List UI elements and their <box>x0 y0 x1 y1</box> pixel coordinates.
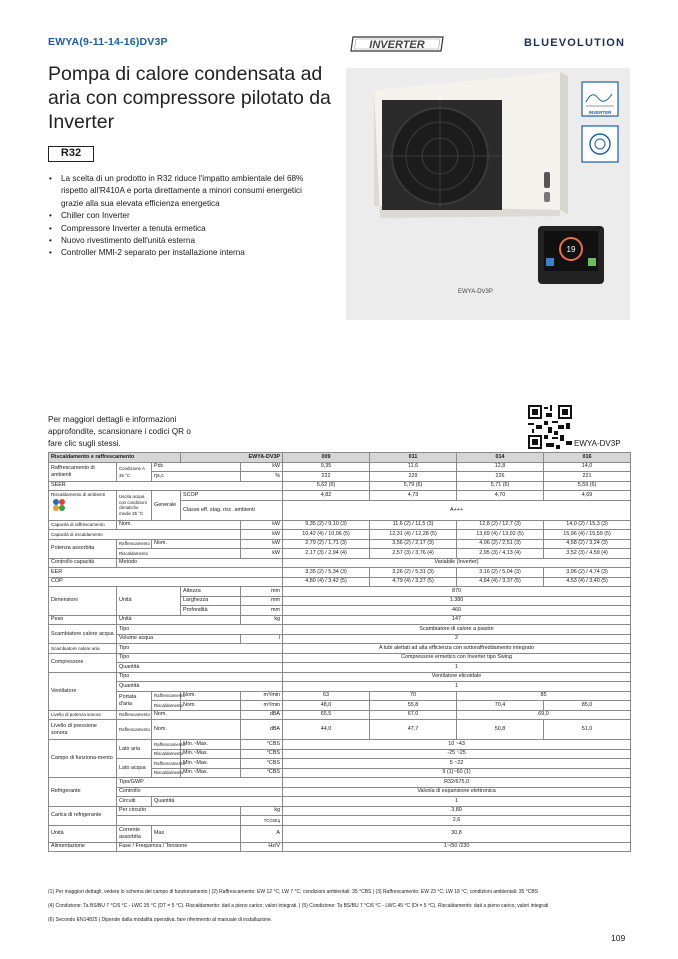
table-cell: Ventilatore <box>49 672 117 710</box>
table-cell: 5,62 (6) <box>283 481 370 491</box>
svg-text:19: 19 <box>566 245 576 254</box>
table-cell: kg <box>241 615 283 625</box>
table-cell: 65,5 <box>283 710 370 720</box>
table-cell: kW <box>241 520 283 530</box>
table-row <box>49 710 631 720</box>
table-cell: 3,52 (3) / 4,59 (4) <box>544 549 631 559</box>
table-cell: Quantità <box>152 797 283 807</box>
table-cell: Tipo <box>117 672 283 682</box>
table-cell: 1.380 <box>283 596 631 606</box>
table-cell: Max <box>152 825 241 842</box>
table-cell: 55,8 <box>370 701 457 711</box>
table-cell: Potenza assorbita <box>49 539 117 558</box>
table-cell: 4,58 (2) / 3,24 (3) <box>544 539 631 549</box>
table-cell: 3,06 (2) / 4,74 (3) <box>544 568 631 578</box>
table-cell: 2,79 (2) / 1,71 (3) <box>283 539 370 549</box>
table-cell: Scambiatore di calore a piastre <box>283 625 631 635</box>
table-cell: Unità <box>49 825 117 842</box>
table-cell: 4,79 (4) / 3,27 (5) <box>370 577 457 587</box>
table-cell: Nom. <box>152 720 241 740</box>
table-cell: Altezza <box>181 587 241 597</box>
table-cell: Raffrescamento di ambienti <box>49 462 117 481</box>
table-cell: 229 <box>370 472 457 482</box>
table-cell: 4,64 (4) / 3,37 (5) <box>457 577 544 587</box>
table-cell: 5,71 (6) <box>457 481 544 491</box>
footnote: (4) Condizione: Ta BS/BU 7 °C/6 °C - LWC 35 °C (DT = 5 °C). Riscaldamento: dati a pieno carico; valori integrati. | (5) Condizione: Ta BS/BU 7 °C/6 °C - LWC 45 °C (Dt = 5 °C). Riscaldamento: dati a pieno carico; valori integrati <box>48 903 549 909</box>
heat-pump-illustration <box>346 68 630 320</box>
table-row <box>49 842 631 852</box>
table-row <box>49 577 631 587</box>
table-cell: 13,69 (4) / 13,92 (5) <box>457 530 544 540</box>
table-cell: 221 <box>544 472 631 482</box>
table-cell: Tipo <box>117 653 283 663</box>
table-header-cell: 009 <box>283 453 370 463</box>
table-cell: Min.~Max. <box>181 759 241 769</box>
table-cell: m³/min <box>241 691 283 701</box>
table-row <box>49 491 631 501</box>
table-cell: 870 <box>283 587 631 597</box>
table-cell: Variabile (Inverter) <box>283 558 631 568</box>
table-cell: mm <box>241 596 283 606</box>
table-cell: Quantità <box>117 682 283 692</box>
footnote: (6) Secondo EN14825 | Dipende dalla modalità operativa, fare riferimento al manuale di installazione. <box>48 917 273 923</box>
table-cell: Min.~Max. <box>181 749 241 759</box>
table-cell: 4,06 (2) / 2,51 (3) <box>457 539 544 549</box>
table-cell: 222 <box>283 472 370 482</box>
table-cell: A tubi alettati ad alta efficienza con sottoraffreddamento integrato <box>283 644 631 654</box>
photo-caption: EWYA-DV3P <box>458 289 493 295</box>
table-cell: Corrente assorbita <box>117 825 152 842</box>
table-cell: 1 <box>283 663 631 673</box>
table-cell: 147 <box>283 615 631 625</box>
table-cell: A <box>241 825 283 842</box>
table-cell: Tipo <box>117 625 283 635</box>
table-cell: Classe eff. stag. risc. ambienti <box>181 500 283 520</box>
table-cell: Tipo <box>117 644 283 654</box>
table-row <box>49 691 631 701</box>
table-cell <box>49 491 117 521</box>
table-cell: 3,26 (2) / 5,31 (3) <box>370 568 457 578</box>
table-cell: Controllo <box>117 787 283 797</box>
table-cell: 12,31 (4) / 12,28 (5) <box>370 530 457 540</box>
table-cell: 2,57 (3) / 3,76 (4) <box>370 549 457 559</box>
table-cell: 10 ~43 <box>283 740 631 750</box>
table-cell: 51,0 <box>544 720 631 740</box>
table-cell: 85 <box>457 691 631 701</box>
table-cell: Capacità di riscaldamento <box>49 530 241 540</box>
table-header-cell: Riscaldamento e raffrescamento <box>49 453 181 463</box>
table-cell: m³/min <box>241 701 283 711</box>
table-cell: Capacità di raffrescamento <box>49 520 117 530</box>
table-cell: 63 <box>283 691 370 701</box>
table-cell: Riscaldamento <box>152 749 181 759</box>
qr-code[interactable] <box>528 405 572 449</box>
table-cell: 85,0 <box>544 701 631 711</box>
table-row <box>49 615 631 625</box>
table-cell: °CBS <box>241 740 283 750</box>
table-cell: 67,0 <box>370 710 457 720</box>
table-cell: 5,79 (6) <box>370 481 457 491</box>
table-cell: Livello di potenza sonora <box>49 710 117 720</box>
table-cell: % <box>241 472 283 482</box>
bluevolution-logo: BLUEVOLUTION <box>524 37 626 49</box>
table-cell: Hz/V <box>241 842 283 852</box>
table-row <box>49 816 631 826</box>
table-cell: 14,0 <box>544 462 631 472</box>
spec-table <box>48 452 631 852</box>
table-cell: Refrigerante <box>49 778 117 807</box>
table-cell: 30,8 <box>283 825 631 842</box>
table-cell: kW <box>241 462 283 472</box>
table-row <box>49 653 631 663</box>
table-cell: Peso <box>49 615 117 625</box>
table-cell: Scambiatore calore acqua <box>49 625 117 644</box>
table-row <box>49 672 631 682</box>
table-row <box>49 806 631 816</box>
table-cell: 9,35 <box>283 462 370 472</box>
table-cell: 47,7 <box>370 720 457 740</box>
table-cell: 3,35 (2) / 5,34 (3) <box>283 568 370 578</box>
table-cell: 4,80 (4) / 3,42 (5) <box>283 577 370 587</box>
table-cell: Alimentazione <box>49 842 117 852</box>
table-row <box>49 530 631 540</box>
table-cell: 1 <box>283 682 631 692</box>
table-cell: 11,6 (2) / 11,5 (3) <box>370 520 457 530</box>
table-cell: 2,6 <box>283 816 631 826</box>
table-row <box>49 663 631 673</box>
table-cell: 1~/50 /230 <box>283 842 631 852</box>
table-cell: Lato aria <box>117 740 152 759</box>
table-cell: Campo di funziona-mento <box>49 740 117 778</box>
table-cell: Unità <box>117 587 181 616</box>
table-cell: Raffrescamento <box>152 759 181 769</box>
table-row <box>49 778 631 788</box>
table-row <box>49 520 631 530</box>
refrigerant-badge: R32 <box>48 146 94 162</box>
table-row <box>49 644 631 654</box>
table-cell: 2,17 (3) / 2,94 (4) <box>283 549 370 559</box>
table-cell: 4,82 <box>283 491 370 501</box>
table-cell: ηs,c <box>152 472 241 482</box>
table-cell: 14,0 (2) / 15,3 (3) <box>544 520 631 530</box>
table-cell: Raffrescamento <box>152 740 181 750</box>
page-title: Pompa di calore condensata ad aria con compressore pilotato da Inverter <box>48 63 331 133</box>
table-header-cell: 014 <box>457 453 544 463</box>
table-cell: Nom. <box>181 691 241 701</box>
table-cell: Nom. <box>181 701 241 711</box>
table-cell: Riscaldamento <box>152 768 181 778</box>
table-row <box>49 720 631 740</box>
table-cell: 44,0 <box>283 720 370 740</box>
table-row <box>49 549 631 559</box>
table-row <box>49 797 631 807</box>
table-row <box>49 481 631 491</box>
product-photo <box>346 68 630 320</box>
feature-list <box>48 173 323 260</box>
table-cell: 12,8 (2) / 12,7 (3) <box>457 520 544 530</box>
table-cell: COP <box>49 577 283 587</box>
table-cell: Pdc <box>152 462 241 472</box>
qr-label: EWYA-DV3P <box>574 439 621 448</box>
footnote: (1) Per maggiori dettagli, vedere lo schema del campo di funzionamento | (2) Raffrescamento: EW 12 °C; LW 7 °C; condizioni ambientali: 35 °CBS | (3) Raffrescamento: EW 23 °C; LW 18 °C; condizioni ambientali: 35 °CBS <box>48 889 538 895</box>
table-cell: Min.~Max. <box>181 740 241 750</box>
table-cell: 460 <box>283 606 631 616</box>
table-cell: Ventilatore elicoidale <box>283 672 631 682</box>
table-cell: Fase / Frequenza / Tensione <box>117 842 241 852</box>
table-cell: dBA <box>241 710 283 720</box>
table-cell: Livello di pressione sonora <box>49 720 117 740</box>
table-cell: kg <box>241 806 283 816</box>
table-row <box>49 539 631 549</box>
table-cell: Metodo <box>117 558 283 568</box>
table-cell: 1 <box>283 797 631 807</box>
table-cell: Nom. <box>152 710 241 720</box>
table-cell: 2,95 (3) / 4,13 (4) <box>457 549 544 559</box>
table-cell: Valvola di espansione elettronica <box>283 787 631 797</box>
table-cell: EER <box>49 568 283 578</box>
table-cell: kW <box>241 530 283 540</box>
table-cell: Profondità <box>181 606 241 616</box>
table-cell: R32/675,0 <box>283 778 631 788</box>
table-header-row <box>49 453 631 463</box>
table-cell: 70,4 <box>457 701 544 711</box>
table-cell: Raffrescamento <box>152 691 181 701</box>
page-number: 109 <box>611 933 626 943</box>
table-cell: kW <box>241 549 283 559</box>
table-cell: Controllo capacità <box>49 558 117 568</box>
table-row <box>49 740 631 750</box>
table-cell: Condizione A 35 °C <box>117 462 152 481</box>
feature-item: • Nuovo rivestimento dell'unità esterna <box>48 235 323 247</box>
table-cell: Larghezza <box>181 596 241 606</box>
table-cell: Min.~Max. <box>181 768 241 778</box>
remote-control-icon <box>582 126 618 162</box>
table-cell: 9 (1)~60 (1) <box>283 768 631 778</box>
table-cell: Circuiti <box>117 797 152 807</box>
table-cell: Nom. <box>152 539 241 549</box>
table-cell: 10,42 (4) / 10,06 (5) <box>283 530 370 540</box>
table-cell: 69,0 <box>457 710 631 720</box>
table-cell: Raffrescamento <box>117 710 152 720</box>
table-cell: Scambiatore calore aria <box>49 644 117 654</box>
table-cell: mm <box>241 606 283 616</box>
table-cell: l <box>241 634 283 644</box>
svg-text:INVERTER: INVERTER <box>369 39 425 51</box>
table-cell: 2 <box>283 634 631 644</box>
table-cell: Per circuito <box>117 806 241 816</box>
table-row <box>49 634 631 644</box>
cell-text: Riscaldamento di ambienti <box>51 492 105 497</box>
table-row <box>49 825 631 842</box>
table-row <box>49 787 631 797</box>
table-cell: -25 ~25 <box>283 749 631 759</box>
table-cell: °CBS <box>241 759 283 769</box>
table-cell: kW <box>241 539 283 549</box>
table-cell: mm <box>241 587 283 597</box>
table-cell: Raffrescamento <box>117 539 152 549</box>
table-row <box>49 625 631 635</box>
table-cell <box>117 816 241 826</box>
inverter-logo <box>347 35 447 53</box>
feature-item: • Chiller con Inverter <box>48 210 323 222</box>
table-cell: 9,35 (2) / 9,10 (3) <box>283 520 370 530</box>
table-cell: Volume acqua <box>117 634 241 644</box>
table-row <box>49 558 631 568</box>
feature-item: • Compressore Inverter a tenuta ermetica <box>48 223 323 235</box>
table-cell: Tipo/GWP <box>117 778 283 788</box>
table-cell: 4,70 <box>457 491 544 501</box>
table-cell: SEER <box>49 481 283 491</box>
table-cell: 70 <box>370 691 457 701</box>
table-cell: Riscaldamento <box>152 701 181 711</box>
table-cell: 4,53 (4) / 3,40 (5) <box>544 577 631 587</box>
table-cell: Quantità <box>117 663 283 673</box>
feature-item: • La scelta di un prodotto in R32 riduce l'impatto ambientale del 68% rispetto all'R410A e porta direttamente a minori consumi energetici grazie alla sua elevata efficienza energetica <box>48 173 323 210</box>
table-cell: 5 ~22 <box>283 759 631 769</box>
table-cell: 11,6 <box>370 462 457 472</box>
table-cell: 12,8 <box>457 462 544 472</box>
table-row <box>49 587 631 597</box>
table-cell: 48,0 <box>283 701 370 711</box>
table-row <box>49 759 631 769</box>
table-header-cell: 016 <box>544 453 631 463</box>
table-cell: A+++ <box>283 500 631 520</box>
table-cell: Riscaldamento <box>117 549 241 559</box>
table-cell: 3,16 (2) / 5,04 (3) <box>457 568 544 578</box>
info-text: Per maggiori dettagli e informazioni approfondite, scansionare i codici QR o fare clic sugli stessi. <box>48 415 191 448</box>
table-row <box>49 568 631 578</box>
table-cell: Uscita acqua con condizioni climatiche medie 35 °C <box>117 491 152 521</box>
table-cell: 15,96 (4) / 15,59 (5) <box>544 530 631 540</box>
table-cell: Compressore ermetico con Inverter tipo Swing <box>283 653 631 663</box>
table-cell: TCO2Eq <box>241 816 283 826</box>
table-row <box>49 462 631 472</box>
table-cell: Lato acqua <box>117 759 152 778</box>
table-cell: 3,56 (2) / 2,17 (3) <box>370 539 457 549</box>
table-cell: Raffrescamento <box>117 720 152 740</box>
table-cell: °CBS <box>241 768 283 778</box>
table-cell: Carica di refrigerante <box>49 806 117 825</box>
table-row <box>49 682 631 692</box>
table-cell: 3,80 <box>283 806 631 816</box>
table-cell: 4,73 <box>370 491 457 501</box>
model-code: EWYA(9-11-14-16)DV3P <box>48 36 168 48</box>
feature-item: • Controller MMI-2 separato per installazione interna <box>48 247 323 259</box>
table-cell: 4,69 <box>544 491 631 501</box>
table-header-cell: EWYA-DV3P <box>181 453 283 463</box>
table-cell: Nom. <box>117 520 241 530</box>
table-cell: Generale <box>152 491 181 521</box>
svg-text:INVERTER: INVERTER <box>588 110 612 115</box>
table-cell: Portata d'aria <box>117 691 152 710</box>
table-cell: 5,59 (6) <box>544 481 631 491</box>
table-cell: dBA <box>241 720 283 740</box>
table-cell: Dimensioni <box>49 587 117 616</box>
clover-icon <box>51 498 67 512</box>
table-cell: SCOP <box>181 491 283 501</box>
table-cell: Compressore <box>49 653 117 672</box>
table-header-cell: 011 <box>370 453 457 463</box>
table-cell: 226 <box>457 472 544 482</box>
table-cell: 50,8 <box>457 720 544 740</box>
table-cell: Unità <box>117 615 241 625</box>
table-cell: °CBS <box>241 749 283 759</box>
